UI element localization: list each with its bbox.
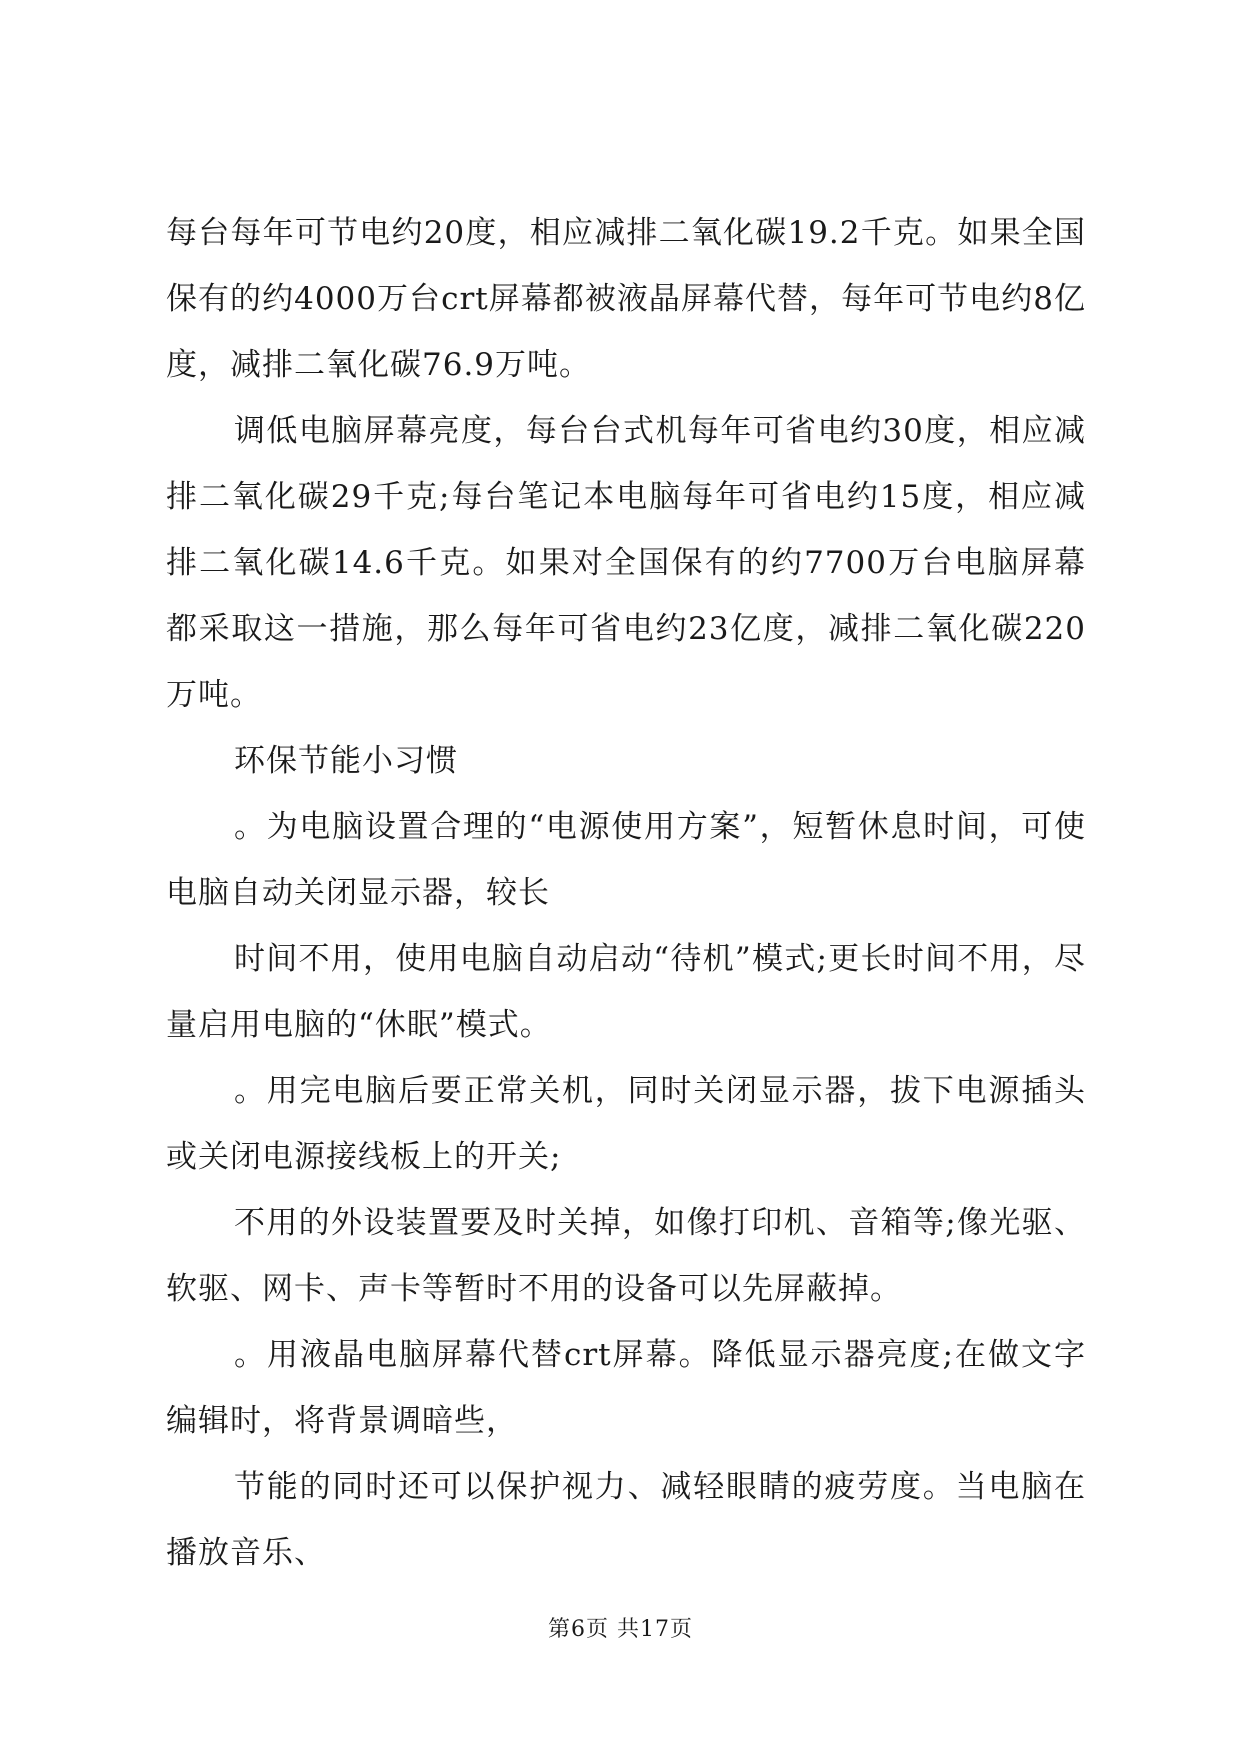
paragraph-3: 。为电脑设置合理的“电源使用方案”，短暂休息时间，可使电脑自动关闭显示器，较长 — [166, 809, 1086, 911]
section-heading: 环保节能小习惯 — [234, 743, 458, 779]
paragraph-4: 时间不用，使用电脑自动启动“待机”模式;更长时间不用，尽量启用电脑的“休眠”模式。 — [166, 941, 1086, 1043]
document-body — [166, 200, 1086, 1586]
page-number-label: 第6页 共17页 — [548, 1617, 693, 1642]
paragraph-6: 不用的外设装置要及时关掉，如像打印机、音箱等;像光驱、软驱、网卡、声卡等暂时不用的设备可以先屏蔽掉。 — [166, 1205, 1086, 1307]
page-footer — [0, 1612, 1241, 1643]
paragraph-5: 。用完电脑后要正常关机，同时关闭显示器，拔下电源插头或关闭电源接线板上的开关; — [166, 1073, 1086, 1175]
paragraph-8: 节能的同时还可以保护视力、减轻眼睛的疲劳度。当电脑在播放音乐、 — [166, 1469, 1086, 1571]
paragraph-7: 。用液晶电脑屏幕代替crt屏幕。降低显示器亮度;在做文字编辑时，将背景调暗些， — [166, 1337, 1086, 1439]
paragraph-2: 调低电脑屏幕亮度，每台台式机每年可省电约30度，相应减排二氧化碳29千克;每台笔记本电脑每年可省电约15度，相应减排二氧化碳14.6千克。如果对全国保有的约7700万台电脑屏幕都采取这一措施，那么每年可省电约23亿度，减排二氧化碳220万吨。 — [166, 413, 1086, 713]
paragraph-1: 每台每年可节电约20度，相应减排二氧化碳19.2千克。如果全国保有的约4000万台crt屏幕都被液晶屏幕代替，每年可节电约8亿度，减排二氧化碳76.9万吨。 — [166, 215, 1086, 383]
